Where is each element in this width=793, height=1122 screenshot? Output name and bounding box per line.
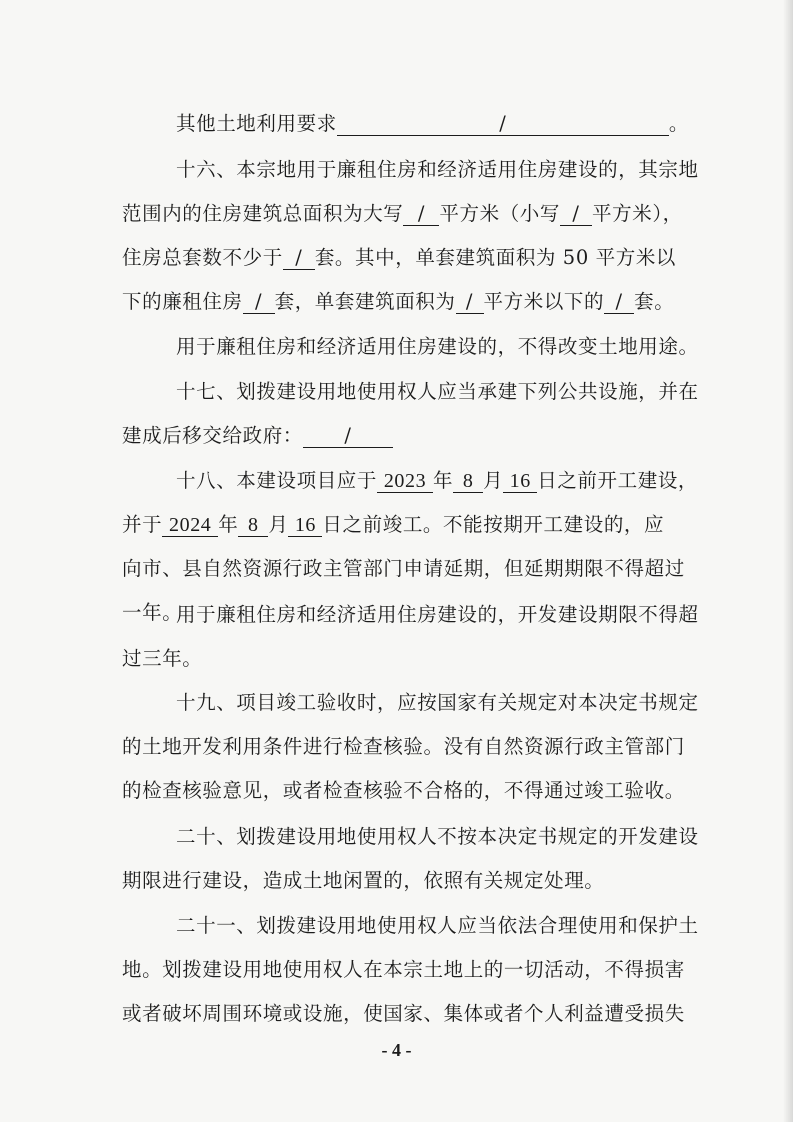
- clause-18-line-4: 一年。: [122, 601, 183, 624]
- clause-17-line-1: 十七、划拨建设用地使用权人应当承建下列公共设施，并在: [176, 380, 699, 403]
- clause-16-line-2: 范围内的住房建筑总面积为大写 / 平方米（小写 / 平方米），: [122, 202, 683, 225]
- completion-day: 16: [288, 514, 322, 537]
- blank-other-requirements: /: [337, 113, 669, 136]
- document-page: 其他土地利用要求 / 。 十六、本宗地用于廉租住房和经济适用住房建设的，其宗地 范围内的住房建筑总面积为大写 / 平方米（小写 / 平方米）， 住房总套数不少于 / 套。其中，单套建筑面积为 50 平方米以 下的廉租住房 / 套，单套建筑面积为 / 平方米以下的 / 套。 用于廉租住房和经济适用住房建设的，不得改变土地用途。 十七、划拨建设用地使用权人应当承建下列公共设施，并在 建成后移交给政府： / 十八、本建设项目应于 2023 年 8 月 16 日之前开工建设， 并于 2024 年 8 月 16 日之前竣工。不能按期开工建设的，应 向市、县自然资源行政主管部门申请延期，但延期期限不得超过 一年。 用于廉租住房和经济适用住房建设的，开发建设期限不得超 过三年。 十九、项目竣工验收时，应按国家有关规定对本决定书规定 的土地开发利用条件进行检查核验。没有自然资源行政主管部门 的检查核验意见，或者检查核验不合格的，不得通过竣工验收。 二十、划拨建设用地使用权人不按本决定书规定的开发建设 期限进行建设，造成土地闲置的，依照有关规定处理。 二十一、划拨建设用地使用权人应当依法合理使用和保护土 地。划拨建设用地使用权人在本宗土地上的一切活动，不得损害 或者破坏周围环境或设施，使国家、集体或者个人利益遭受损失 - 4 -: [0, 0, 793, 1122]
- clause-16-line-3: 住房总套数不少于 / 套。其中，单套建筑面积为 50 平方米以: [122, 246, 677, 269]
- start-month: 8: [453, 470, 483, 493]
- completion-month: 8: [238, 514, 268, 537]
- clause-18-line-3: 向市、县自然资源行政主管部门申请延期，但延期期限不得超过: [122, 557, 685, 580]
- blank-low-rent-units: /: [243, 291, 275, 314]
- period: 。: [668, 112, 689, 135]
- scan-edge-shadow: [783, 0, 793, 1122]
- blank-unit-count: /: [283, 247, 315, 270]
- blank-small-units: /: [604, 291, 634, 314]
- label-other-requirements: 其他土地利用要求: [176, 112, 337, 135]
- page-number: - 4 -: [381, 1040, 412, 1060]
- clause-17-line-2: 建成后移交给政府： /: [122, 414, 393, 459]
- blank-public-facilities: /: [303, 425, 393, 448]
- blank-total-area-lower: /: [560, 203, 592, 226]
- clause-16-line-4: 下的廉租住房 / 套，单套建筑面积为 / 平方米以下的 / 套。: [122, 290, 675, 313]
- start-year: 2023: [377, 470, 433, 493]
- blank-total-area-upper: /: [403, 203, 439, 226]
- completion-year: 2024: [162, 514, 218, 537]
- start-day: 16: [503, 470, 537, 493]
- blank-unit-area: /: [456, 291, 484, 314]
- clause-16-line-1: 十六、本宗地用于廉租住房和经济适用住房建设的，其宗地: [176, 158, 699, 181]
- clause-18-line-2: 并于 2024 年 8 月 16 日之前竣工。不能按期开工建设的，应: [122, 513, 665, 536]
- clause-18-line-1: 十八、本建设项目应于 2023 年 8 月 16 日之前开工建设，: [176, 469, 699, 492]
